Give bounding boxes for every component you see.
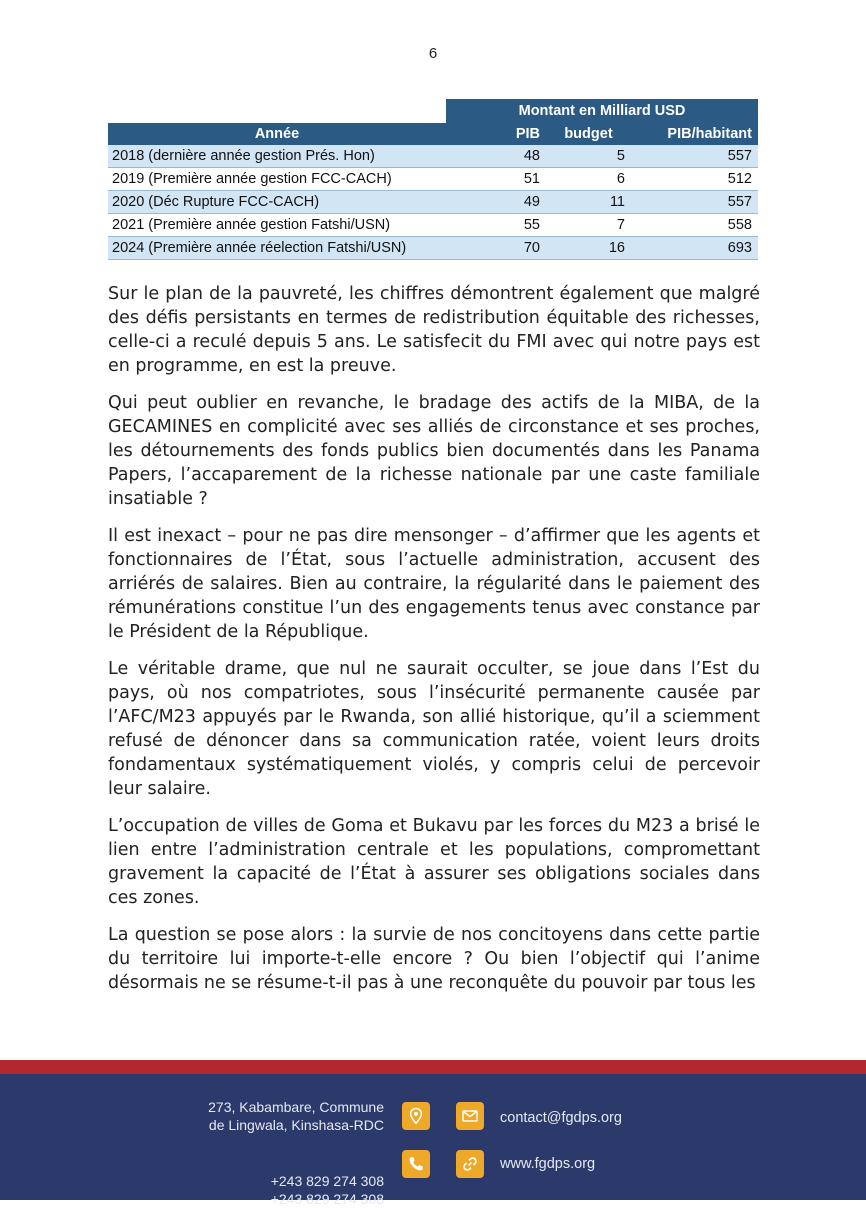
cell-year: 2021 (Première année gestion Fatshi/USN) <box>108 214 446 237</box>
cell-budget: 11 <box>546 191 631 214</box>
footer-address <box>208 1098 384 1134</box>
cell-year: 2024 (Première année réelection Fatshi/USN) <box>108 237 446 260</box>
column-header-year: Année <box>108 123 446 145</box>
column-header-pib: PIB <box>446 123 546 145</box>
footer-red-stripe <box>0 1060 866 1074</box>
phone-number: +243 829 274 308 <box>270 1173 384 1189</box>
cell-pib-habitant: 512 <box>631 168 758 191</box>
cell-pib-habitant: 557 <box>631 191 758 214</box>
cell-budget: 6 <box>546 168 631 191</box>
cell-pib: 48 <box>446 145 546 168</box>
cell-pib: 51 <box>446 168 546 191</box>
paragraph: Sur le plan de la pauvreté, les chiffres démontrent également que malgré des défis persistants en termes de redistribution équitable des richesses, celle-ci a reculé depuis 5 ans. Le satisfecit du FMI avec qui notre pays est en programme, en est la preuve. <box>108 284 760 376</box>
cell-year: 2019 (Première année gestion FCC-CACH) <box>108 168 446 191</box>
page-footer <box>0 1060 866 1207</box>
address-line: de Lingwala, Kinshasa-RDC <box>208 1117 384 1133</box>
link-icon <box>456 1150 484 1178</box>
paragraph: L’occupation de villes de Goma et Bukavu par les forces du M23 a brisé le lien entre l’administration centrale et les populations, compromettant gravement la capacité de l’État à assurer ses obligations sociales dans ces zones. <box>108 816 760 908</box>
envelope-icon <box>456 1102 484 1130</box>
column-header-pib-habitant: PIB/habitant <box>631 123 758 145</box>
paragraph: Il est inexact – pour ne pas dire mensonger – d’affirmer que les agents et fonctionnaires de l’État, sous l’actuelle administration, accusent des arriérés de salaires. Bien au contraire, la régularité dans le paiement des rémunérations constitue l’un des engagements tenus avec constance par le Président de la République. <box>108 526 760 642</box>
table-row <box>108 214 758 237</box>
page-number: 6 <box>428 45 438 62</box>
footer-email[interactable]: contact@fgdps.org <box>500 1110 622 1126</box>
cell-pib-habitant: 693 <box>631 237 758 260</box>
gdp-budget-table <box>108 99 758 260</box>
table-row <box>108 191 758 214</box>
cell-pib-habitant: 557 <box>631 145 758 168</box>
phone-number: +243 829 274 308 <box>270 1191 384 1207</box>
phone-icon <box>402 1150 430 1178</box>
table-row <box>108 168 758 191</box>
paragraph: Le véritable drame, que nul ne saurait occulter, se joue dans l’Est du pays, où nos compatriotes, sous l’insécurité permanente causée par l’AFC/M23 appuyés par le Rwanda, son allié historique, qu’il a sciemment refusé de dénoncer dans sa communication ratée, voient leurs droits fondamentaux systématiquement violés, y compris celui de percevoir leur salaire. <box>108 659 760 799</box>
cell-budget: 5 <box>546 145 631 168</box>
table-row <box>108 237 758 260</box>
cell-pib: 55 <box>446 214 546 237</box>
cell-pib: 49 <box>446 191 546 214</box>
location-pin-icon <box>402 1102 430 1130</box>
cell-budget: 16 <box>546 237 631 260</box>
cell-year: 2018 (dernière année gestion Prés. Hon) <box>108 145 446 168</box>
footer-phones <box>271 1172 384 1208</box>
paragraph: La question se pose alors : la survie de nos concitoyens dans cette partie du territoire lui importe-t-elle encore ? Ou bien l’objectif qui l’anime désormais ne se résume-t-il pas à une reconquête du pouvoir par tous les <box>108 925 760 993</box>
footer-website[interactable]: www.fgdps.org <box>500 1156 596 1172</box>
table-header-row <box>108 123 758 145</box>
cell-pib-habitant: 558 <box>631 214 758 237</box>
cell-year: 2020 (Déc Rupture FCC-CACH) <box>108 191 446 214</box>
table-header-blank <box>108 99 446 123</box>
address-line: 273, Kabambare, Commune <box>208 1099 384 1115</box>
paragraph: Qui peut oublier en revanche, le bradage des actifs de la MIBA, de la GECAMINES en complicité avec ses alliés de circonstance et ses proches, les détournements des fonds publics bien documentés dans les Panama Papers, l’accaparement de la richesse nationale par une caste familiale insatiable ? <box>108 393 760 509</box>
cell-budget: 7 <box>546 214 631 237</box>
table-group-header: Montant en Milliard USD <box>446 99 758 123</box>
cell-pib: 70 <box>446 237 546 260</box>
table-row <box>108 145 758 168</box>
body-text <box>108 282 760 1008</box>
column-header-budget: budget <box>546 123 631 145</box>
table-group-header-row <box>108 99 758 123</box>
